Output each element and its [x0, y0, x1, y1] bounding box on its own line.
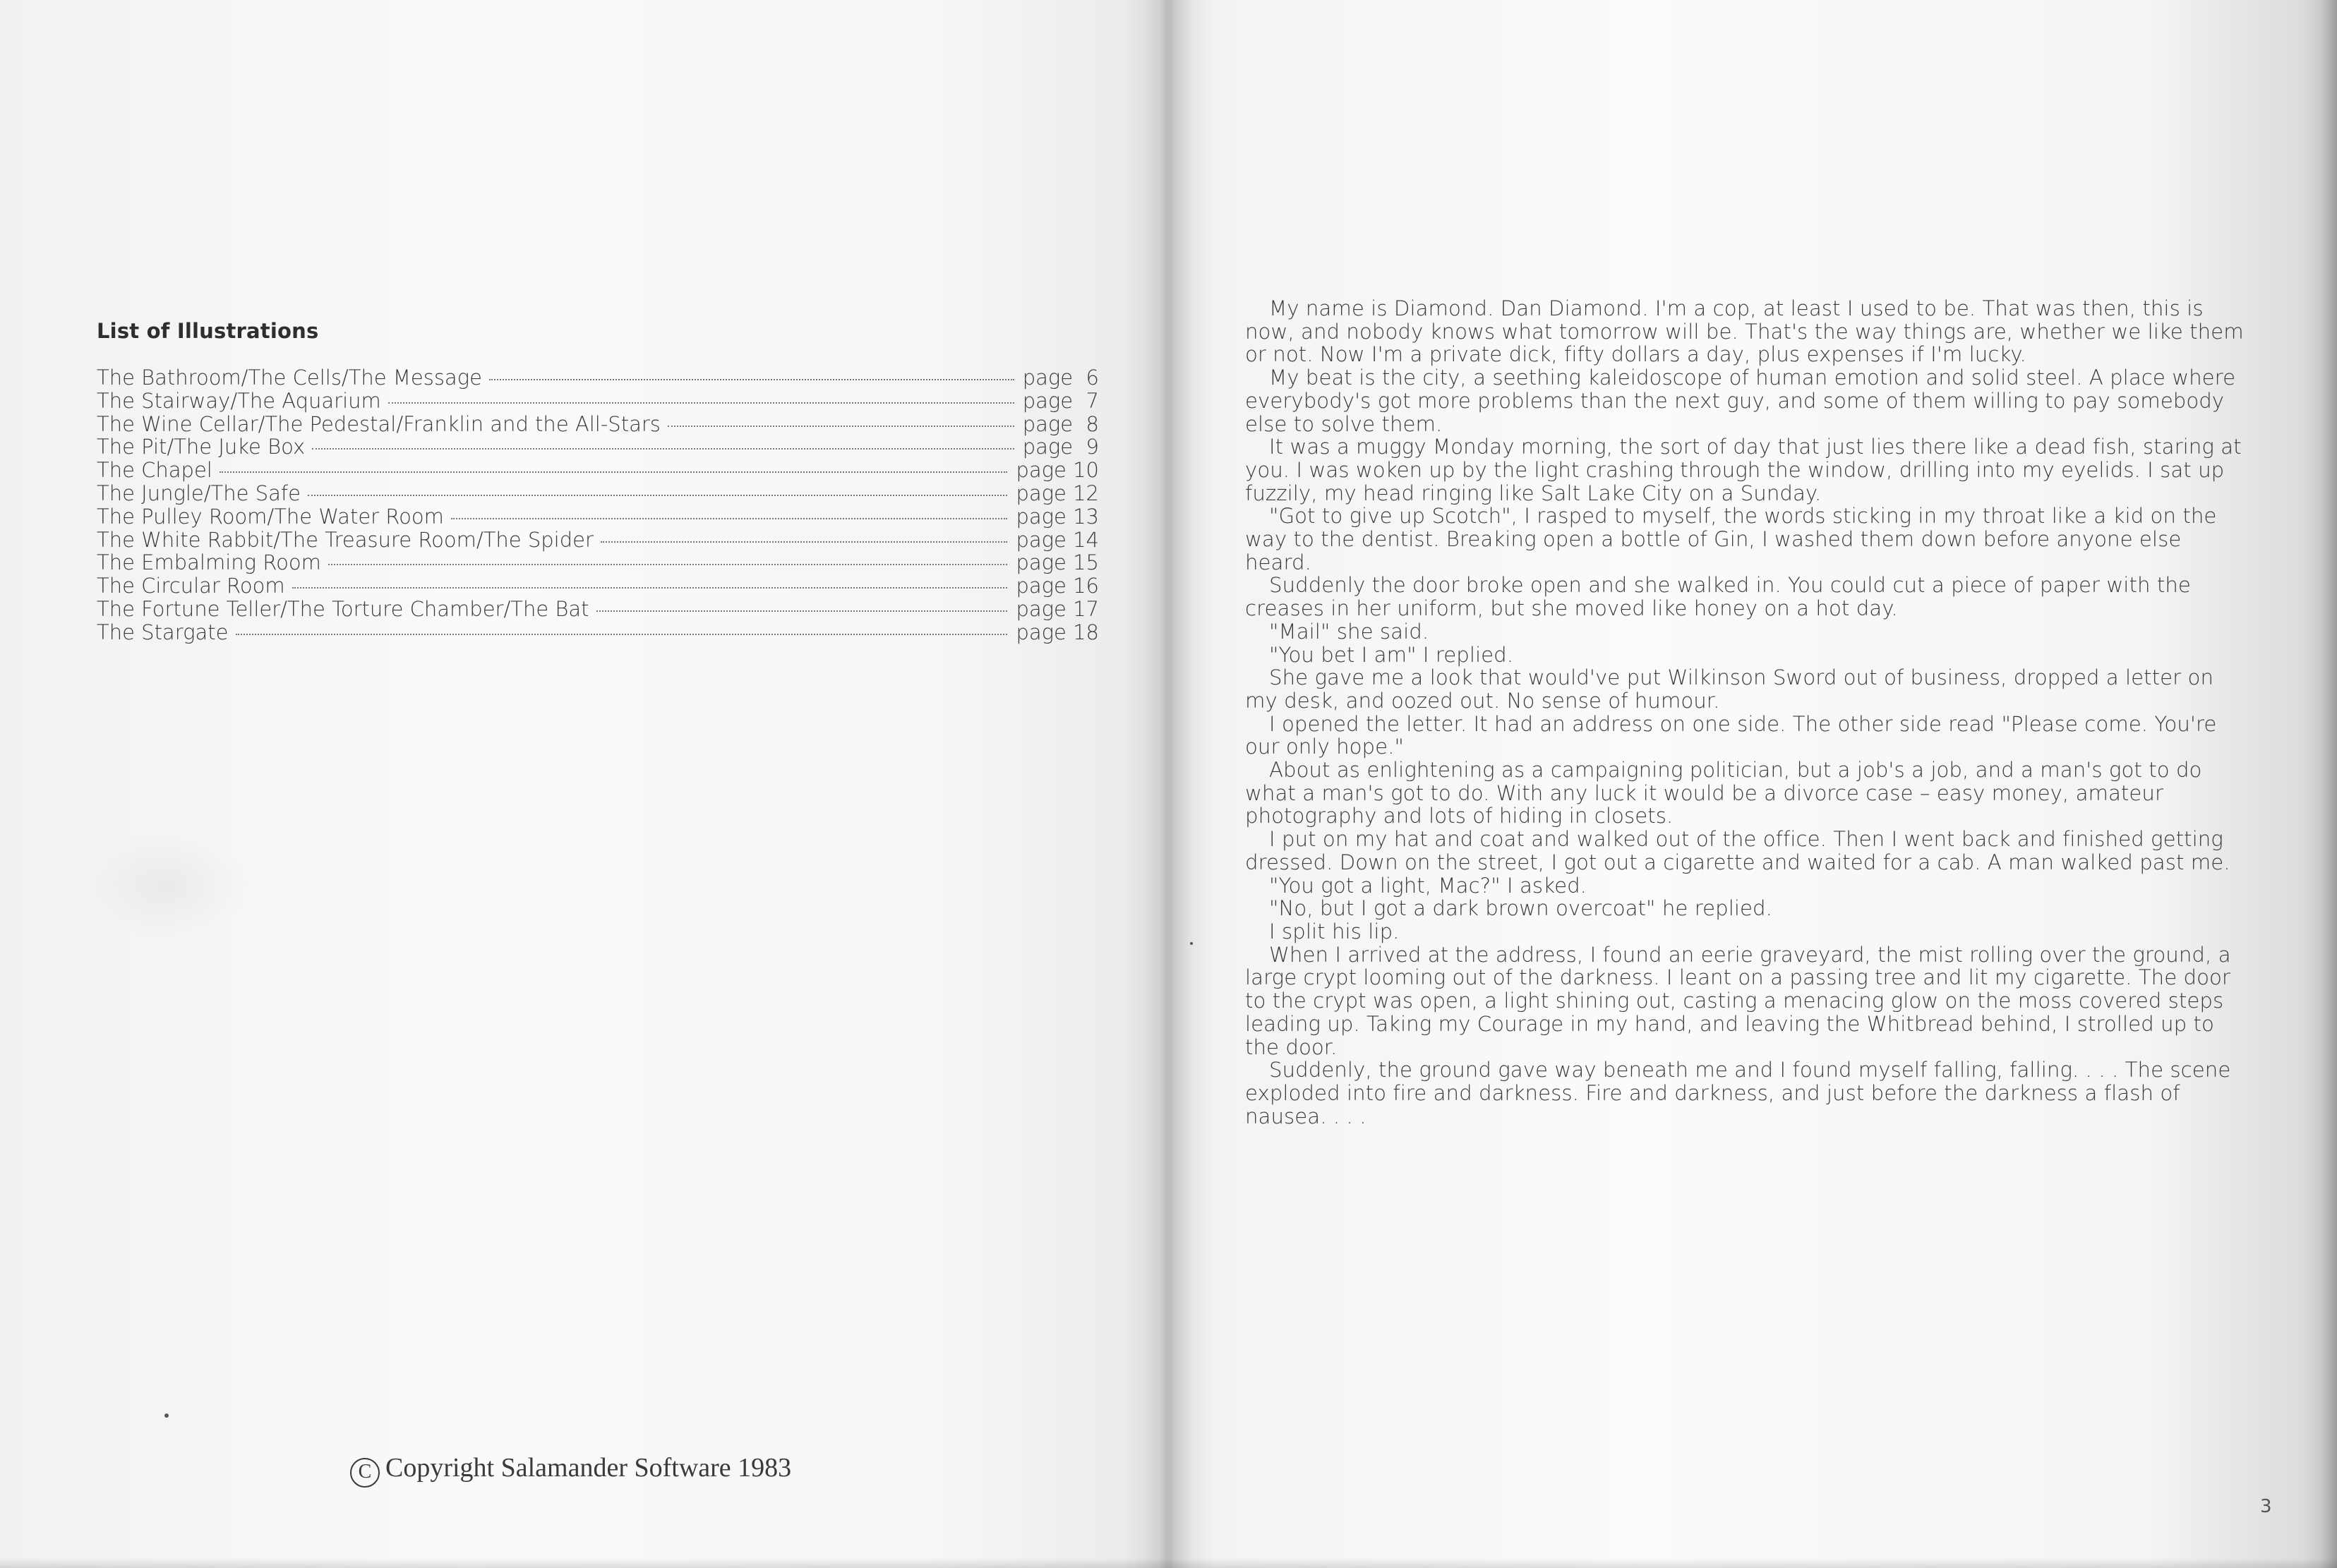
- toc-entry: [97, 505, 1099, 528]
- page-number: 3: [2260, 1496, 2272, 1517]
- dot-leader: [220, 471, 1008, 473]
- bottom-edge-shadow: [0, 1558, 2337, 1568]
- dot-leader: [489, 379, 1014, 380]
- copyright-text: Copyright Salamander Software 1983: [385, 1453, 792, 1483]
- toc-entry: [97, 389, 1099, 412]
- toc-entry-label: The Pit/The Juke Box: [97, 435, 306, 459]
- toc-entry-page: page 6: [1022, 366, 1099, 390]
- toc-entry: [97, 412, 1099, 435]
- story-paragraph: My beat is the city, a seething kaleidoscope of human emotion and solid steel. A place where everybody's got more problems than the next guy, and some of them willing to pay somebody else to solve them.: [1245, 366, 2236, 436]
- toc-entry: [97, 458, 1099, 481]
- dot-leader: [601, 541, 1008, 543]
- dot-leader: [451, 518, 1008, 519]
- story-paragraph: "Got to give up Scotch", I rasped to myself, the words sticking in my throat like a kid on the way to the dentist. Breaking open a bottle of Gin, I washed them down before anyone else heard.: [1245, 504, 2217, 574]
- paper-stain: [85, 833, 247, 939]
- copyright-icon: C: [350, 1458, 380, 1488]
- story-paragraph: I put on my hat and coat and walked out of the office. Then I went back and finished getting dressed. Down on the street, I got out a cigarette and waited for a cab. A man walked past me.: [1245, 827, 2230, 874]
- story-paragraph: When I arrived at the address, I found an eerie graveyard, the mist rolling over the ground, a large crypt looming out of the darkness. I leant on a passing tree and lit my cigarette. The door to the crypt was open, a light shining out, casting a menacing glow on the moss covered steps leading up. Taking my Courage in my hand, and leaving the Whitbread behind, I strolled up to the door.: [1245, 942, 2231, 1059]
- toc-entry-label: The Jungle/The Safe: [97, 481, 301, 505]
- dot-leader: [328, 564, 1008, 565]
- toc-list: [97, 366, 1099, 644]
- toc-entry: [97, 435, 1099, 458]
- toc-entry: [97, 550, 1099, 574]
- page-edge-shadow: [2321, 0, 2337, 1568]
- dot-leader: [292, 587, 1008, 589]
- toc-entry-page: page 18: [1016, 620, 1099, 644]
- story-paragraph: I opened the letter. It had an address on one side. The other side read "Please come. You're our only hope.": [1245, 711, 2217, 759]
- toc-entry: [97, 597, 1099, 620]
- toc-entry-page: page 7: [1022, 388, 1099, 413]
- toc-entry-label: The Embalming Room: [97, 550, 321, 575]
- toc-entry-page: page 15: [1016, 550, 1099, 575]
- toc-entry-label: The White Rabbit/The Treasure Room/The Spider: [97, 527, 594, 552]
- toc-entry-page: page 8: [1022, 411, 1099, 436]
- toc-entry: [97, 481, 1099, 505]
- copyright-notice: [350, 1452, 791, 1488]
- toc-entry: [97, 574, 1099, 597]
- toc-entry-label: The Circular Room: [97, 574, 285, 598]
- list-of-illustrations: [97, 319, 1099, 644]
- center-fold: [1143, 0, 1193, 1568]
- toc-entry-page: page 17: [1016, 596, 1099, 621]
- story-paragraph: It was a muggy Monday morning, the sort of day that just lies there like a dead fish, staring at you. I was woken up by the light crashing through the window, drilling into my eyelids. I sat up fuzzily, my head ringing like Salt Lake City on a Sunday.: [1245, 435, 2242, 505]
- toc-entry-page: page 10: [1016, 458, 1099, 483]
- toc-entry-label: The Wine Cellar/The Pedestal/Franklin and the All-Stars: [97, 411, 661, 436]
- dot-leader: [596, 610, 1008, 612]
- dot-leader: [236, 634, 1008, 635]
- story-text: [1245, 297, 2247, 1128]
- toc-title: List of Illustrations: [97, 319, 319, 343]
- story-paragraph: "You got a light, Mac?" I asked.: [1269, 873, 1587, 898]
- toc-entry-label: The Stargate: [97, 620, 229, 644]
- dot-leader: [388, 402, 1014, 404]
- story-paragraph: "No, but I got a dark brown overcoat" he replied.: [1269, 896, 1772, 921]
- dot-leader: [668, 426, 1014, 427]
- toc-entry: [97, 366, 1099, 389]
- story-paragraph: I split his lip.: [1269, 919, 1400, 943]
- toc-entry: [97, 620, 1099, 644]
- toc-entry-label: The Chapel: [97, 458, 212, 483]
- toc-entry-page: page 16: [1016, 574, 1099, 598]
- story-paragraph: My name is Diamond. Dan Diamond. I'm a cop, at least I used to be. That was then, this is now, and nobody knows what tomorrow will be. That's the way things are, whether we like them or not. Now I'm a private dick, fifty dollars a day, plus expenses if I'm lucky.: [1245, 296, 2244, 367]
- story-paragraph: "You bet I am" I replied.: [1269, 642, 1514, 667]
- story-paragraph: Suddenly, the ground gave way beneath me and I found myself falling, falling. . . . The scene exploded into fire and darkness. Fire and darkness, and just before the darkness a flash of nausea. . . .: [1245, 1058, 2231, 1128]
- toc-entry-label: The Bathroom/The Cells/The Message: [97, 366, 482, 390]
- dot-leader: [312, 448, 1014, 450]
- ink-speck: [1190, 942, 1193, 945]
- dot-leader: [308, 495, 1008, 496]
- toc-entry-page: page 13: [1016, 504, 1099, 529]
- story-paragraph: Suddenly the door broke open and she walked in. You could cut a piece of paper with the creases in her uniform, but she moved like honey on a hot day.: [1245, 573, 2191, 621]
- story-paragraph: She gave me a look that would've put Wilkinson Sword out of business, dropped a letter on my desk, and oozed out. No sense of humour.: [1245, 665, 2214, 713]
- toc-entry-label: The Pulley Room/The Water Room: [97, 504, 444, 529]
- story-paragraph: About as enlightening as a campaigning politician, but a job's a job, and a man's got to do what a man's got to do. With any luck it would be a divorce case – easy money, amateur photography and lots of hiding in closets.: [1245, 758, 2202, 828]
- story-paragraph: "Mail" she said.: [1269, 619, 1429, 644]
- toc-entry-page: page 14: [1016, 527, 1099, 552]
- ink-speck: [164, 1413, 169, 1418]
- toc-entry: [97, 528, 1099, 551]
- toc-entry-label: The Fortune Teller/The Torture Chamber/The Bat: [97, 596, 589, 621]
- toc-entry-label: The Stairway/The Aquarium: [97, 388, 381, 413]
- toc-entry-page: page 9: [1022, 435, 1099, 459]
- toc-entry-page: page 12: [1016, 481, 1099, 505]
